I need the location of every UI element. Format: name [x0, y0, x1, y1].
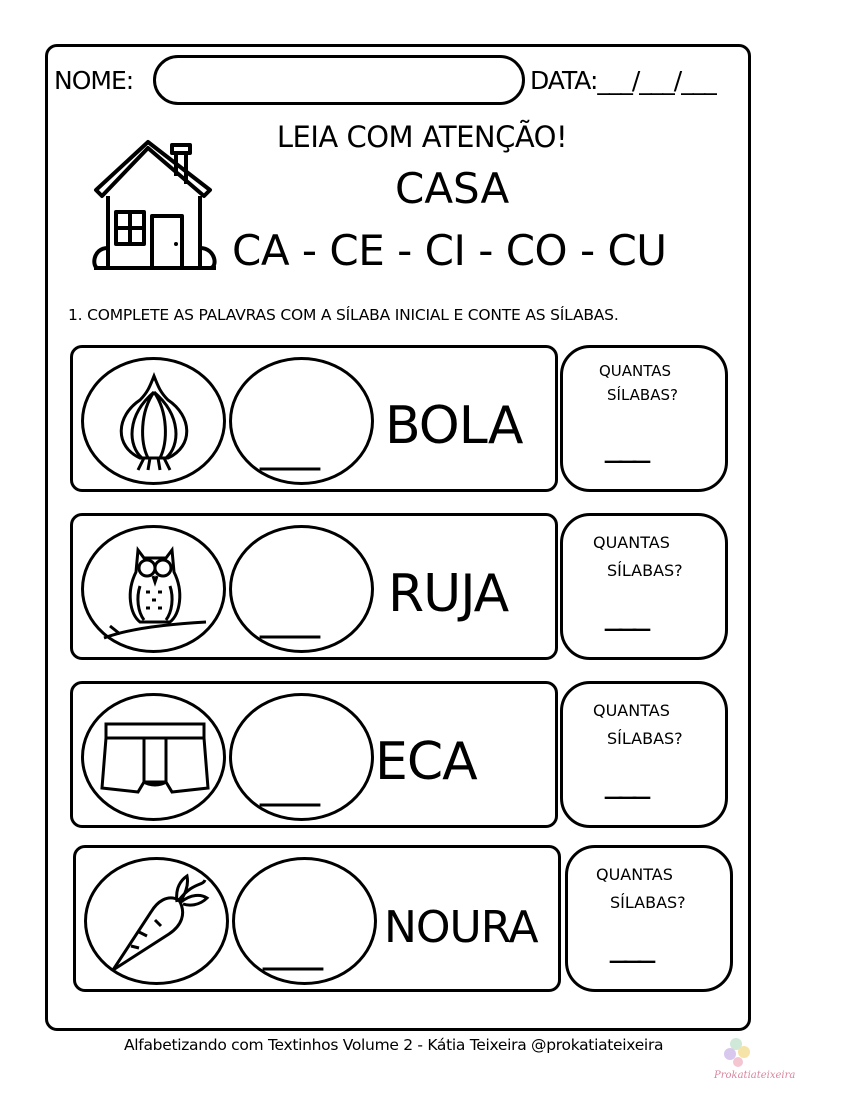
word-row [70, 345, 558, 492]
question-text: SÍLABAS? [607, 729, 683, 748]
picture-circle [81, 525, 226, 653]
question-text: SÍLABAS? [607, 561, 683, 580]
blank-line: ___ [605, 424, 647, 464]
name-label: NOME: [54, 66, 134, 95]
syllable-count-box[interactable] [560, 345, 728, 492]
instruction-text: 1. COMPLETE AS PALAVRAS COM A SÍLABA INICIAL E CONTE AS SÍLABAS. [68, 306, 619, 324]
blank-line: ___ [605, 592, 647, 632]
blank-line: ___ [610, 924, 652, 964]
carrot-icon [109, 872, 209, 976]
answer-circle[interactable] [229, 357, 374, 485]
question-text: QUANTAS [596, 865, 673, 884]
underwear-icon [100, 720, 210, 800]
syllable-count-box[interactable] [565, 845, 733, 992]
question-text: SÍLABAS? [610, 893, 686, 912]
word-fragment: ECA [375, 732, 477, 792]
word-row [70, 681, 558, 828]
word-fragment: NOURA [384, 902, 538, 953]
word-fragment: BOLA [385, 396, 523, 456]
page-title: LEIA COM ATENÇÃO! [276, 120, 568, 154]
word-row [70, 513, 558, 660]
answer-circle[interactable] [229, 693, 374, 821]
syllable-count-box[interactable] [560, 681, 728, 828]
word-fragment: RUJA [388, 564, 509, 624]
question-text: SÍLABAS? [607, 386, 678, 404]
syllable-family: CA - CE - CI - CO - CU [232, 226, 667, 275]
picture-circle [81, 357, 226, 485]
blank-line: ___ [260, 756, 317, 807]
blank-line: ___ [263, 920, 320, 971]
question-text: QUANTAS [593, 533, 670, 552]
picture-circle [84, 857, 229, 985]
answer-circle[interactable] [229, 525, 374, 653]
picture-circle [81, 693, 226, 821]
blank-line: ___ [260, 420, 317, 471]
blank-line: ___ [260, 588, 317, 639]
owl-icon [100, 542, 210, 642]
onion-icon [114, 372, 194, 472]
blank-line: ___ [605, 760, 647, 800]
syllable-count-box[interactable] [560, 513, 728, 660]
word-row [73, 845, 561, 992]
svg-text:Prokatiateixeira: Prokatiateixeira [714, 1070, 796, 1081]
date-label: DATA:___/___/___ [530, 66, 716, 95]
question-text: QUANTAS [599, 362, 672, 380]
house-icon [88, 140, 224, 272]
question-text: QUANTAS [593, 701, 670, 720]
brand-logo [712, 1036, 796, 1084]
footer-credit: Alfabetizando com Textinhos Volume 2 - Kátia Teixeira @prokatiateixeira [124, 1036, 664, 1054]
keyword: CASA [395, 164, 510, 213]
answer-circle[interactable] [232, 857, 377, 985]
name-field[interactable] [153, 55, 525, 105]
